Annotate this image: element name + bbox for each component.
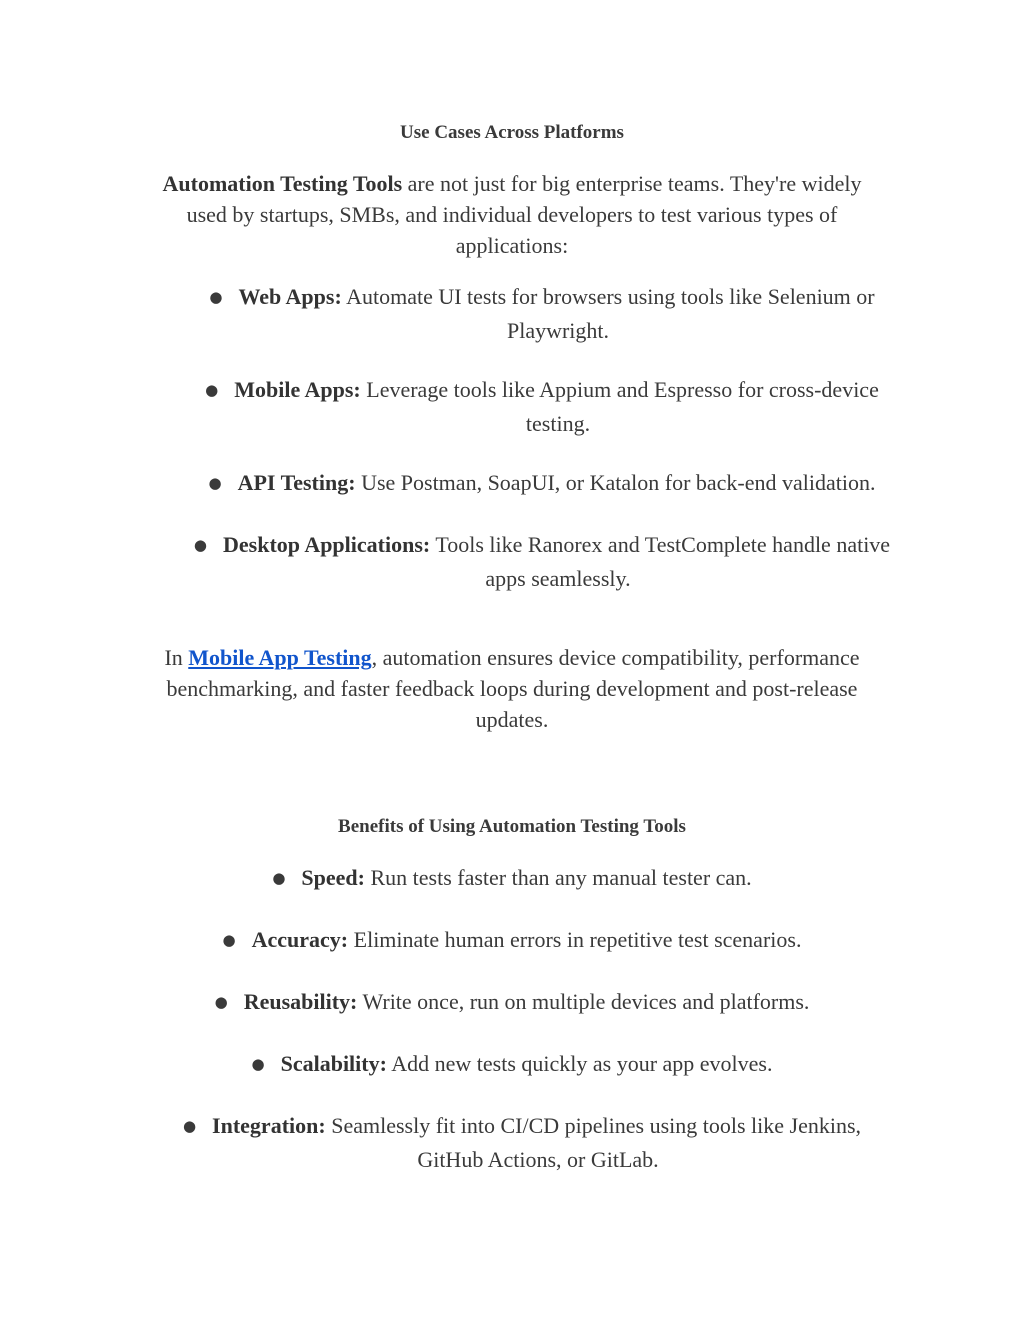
list-item-term: Desktop Applications: bbox=[223, 532, 431, 557]
list-item-text-line2: apps seamlessly. bbox=[485, 566, 631, 591]
list-item-web-apps bbox=[140, 281, 944, 346]
bullet-icon: ● bbox=[193, 536, 208, 554]
closing-line2: benchmarking, and faster feedback loops during development and post-release bbox=[166, 676, 858, 701]
list-item-term: Scalability: bbox=[280, 1051, 387, 1076]
list-item-text: Use Postman, SoapUI, or Katalon for back-end validation. bbox=[355, 470, 876, 495]
list-item-mobile-apps bbox=[140, 374, 944, 439]
list-item-text-line2: GitHub Actions, or GitLab. bbox=[417, 1147, 659, 1172]
closing-prefix: In bbox=[164, 645, 189, 670]
list-item-term: Accuracy: bbox=[251, 927, 349, 952]
use-cases-intro bbox=[100, 168, 924, 261]
list-item-text: Seamlessly fit into CI/CD pipelines using tools like Jenkins, bbox=[325, 1113, 862, 1138]
list-item-text: Eliminate human errors in repetitive test scenarios. bbox=[348, 927, 802, 952]
bullet-icon: ● bbox=[251, 1055, 265, 1073]
intro-line3: applications: bbox=[455, 233, 569, 258]
list-item-term: Speed: bbox=[301, 865, 365, 890]
list-item-text: Tools like Ranorex and TestComplete handle native bbox=[430, 532, 891, 557]
list-item-accuracy bbox=[100, 924, 924, 958]
intro-line2: used by startups, SMBs, and individual developers to test various types of bbox=[186, 202, 838, 227]
mobile-app-testing-link[interactable]: Mobile App Testing bbox=[188, 645, 372, 670]
list-item-api-testing bbox=[140, 467, 944, 501]
list-item-desktop-applications bbox=[130, 529, 954, 594]
list-item-text-line2: testing. bbox=[525, 411, 591, 436]
list-item-scalability bbox=[100, 1048, 924, 1082]
mobile-testing-paragraph bbox=[100, 642, 924, 735]
list-item-term: Integration: bbox=[212, 1113, 326, 1138]
list-item-text: Write once, run on multiple devices and platforms. bbox=[357, 989, 810, 1014]
list-item-text: Run tests faster than any manual tester can. bbox=[364, 865, 752, 890]
list-item-term: Mobile Apps: bbox=[234, 377, 361, 402]
list-item-term: API Testing: bbox=[237, 470, 356, 495]
bullet-icon: ● bbox=[272, 869, 286, 887]
list-item-text-line2: Playwright. bbox=[506, 318, 610, 343]
bullet-icon: ● bbox=[182, 1117, 197, 1135]
closing-line3: updates. bbox=[475, 707, 549, 732]
bullet-icon: ● bbox=[205, 381, 219, 399]
list-item-text: Leverage tools like Appium and Espresso for cross-device bbox=[360, 377, 879, 402]
bullet-icon: ● bbox=[208, 474, 222, 492]
bullet-icon: ● bbox=[209, 288, 223, 306]
use-cases-heading: Use Cases Across Platforms bbox=[400, 122, 624, 143]
intro-line1-rest: are not just for big enterprise teams. They're widely bbox=[402, 171, 862, 196]
list-item-text: Add new tests quickly as your app evolves. bbox=[386, 1051, 773, 1076]
list-item-speed bbox=[100, 862, 924, 896]
benefits-heading: Benefits of Using Automation Testing Tools bbox=[338, 816, 686, 837]
list-item-text: Automate UI tests for browsers using tools like Selenium or bbox=[341, 284, 875, 309]
list-item-term: Reusability: bbox=[243, 989, 358, 1014]
list-item-integration bbox=[120, 1110, 924, 1175]
closing-line1-rest: , automation ensures device compatibility, performance bbox=[371, 645, 860, 670]
bullet-icon: ● bbox=[214, 993, 228, 1011]
list-item-term: Web Apps: bbox=[238, 284, 342, 309]
intro-bold-term: Automation Testing Tools bbox=[162, 171, 403, 196]
list-item-reusability bbox=[100, 986, 924, 1020]
bullet-icon: ● bbox=[222, 931, 236, 949]
